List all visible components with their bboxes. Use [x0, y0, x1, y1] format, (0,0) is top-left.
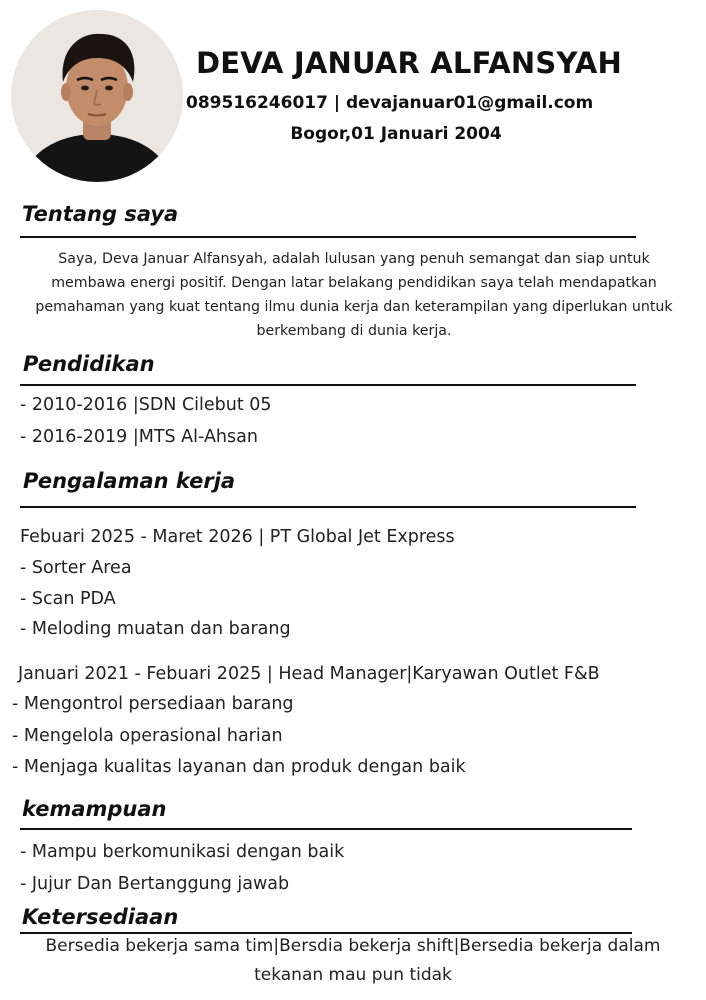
- skill-item: - Mampu berkomunikasi dengan baik: [20, 842, 345, 862]
- candidate-name: DEVA JANUAR ALFANSYAH: [195, 46, 623, 80]
- skill-item: - Jujur Dan Bertanggung jawab: [20, 874, 290, 894]
- availability-text-line2: tekanan mau pun tidak: [254, 965, 452, 985]
- job-task: - Mengontrol persediaan barang: [12, 694, 294, 714]
- job-task: - Mengelola operasional harian: [12, 726, 283, 746]
- availability-text-line1: Bersedia bekerja sama tim|Bersdia bekerja shift|Bersedia bekerja dalam: [45, 936, 661, 956]
- job-task: - Sorter Area: [20, 558, 132, 578]
- section-title-education: Pendidikan: [23, 352, 155, 376]
- person-portrait-icon: [11, 10, 183, 182]
- profile-photo: [11, 10, 183, 182]
- section-title-skills: kemampuan: [22, 797, 167, 821]
- education-item: - 2016-2019 |MTS Al-Ahsan: [20, 427, 258, 447]
- about-text: Saya, Deva Januar Alfansyah, adalah lulusan yang penuh semangat dan siap untuk membawa energi positif. Dengan latar belakang pendidikan saya telah mendapatkan pemahaman yang kuat tentang ilmu dunia kerja dan keterampilan yang diperlukan untuk berkembang di dunia kerja.: [35, 251, 673, 339]
- job-heading: Febuari 2025 - Maret 2026 | PT Global Jet Express: [20, 527, 455, 547]
- section-divider: [20, 236, 636, 238]
- job-task: - Meloding muatan dan barang: [20, 619, 291, 639]
- section-title-experience: Pengalaman kerja: [23, 469, 236, 493]
- education-item: - 2010-2016 |SDN Cilebut 05: [20, 395, 272, 415]
- job-task: - Scan PDA: [20, 589, 116, 609]
- job-heading: Januari 2021 - Febuari 2025 | Head Manager|Karyawan Outlet F&B: [18, 664, 600, 684]
- section-title-availability: Ketersediaan: [22, 905, 179, 929]
- section-divider: [20, 932, 632, 934]
- contact-info: 089516246017 | devajanuar01@gmail.com: [186, 93, 594, 113]
- section-divider: [20, 384, 636, 386]
- job-task: - Menjaga kualitas layanan dan produk dengan baik: [12, 757, 466, 777]
- section-title-about: Tentang saya: [22, 202, 179, 226]
- section-divider: [20, 828, 632, 830]
- birth-info: Bogor,01 Januari 2004: [290, 124, 502, 144]
- section-divider: [20, 506, 636, 508]
